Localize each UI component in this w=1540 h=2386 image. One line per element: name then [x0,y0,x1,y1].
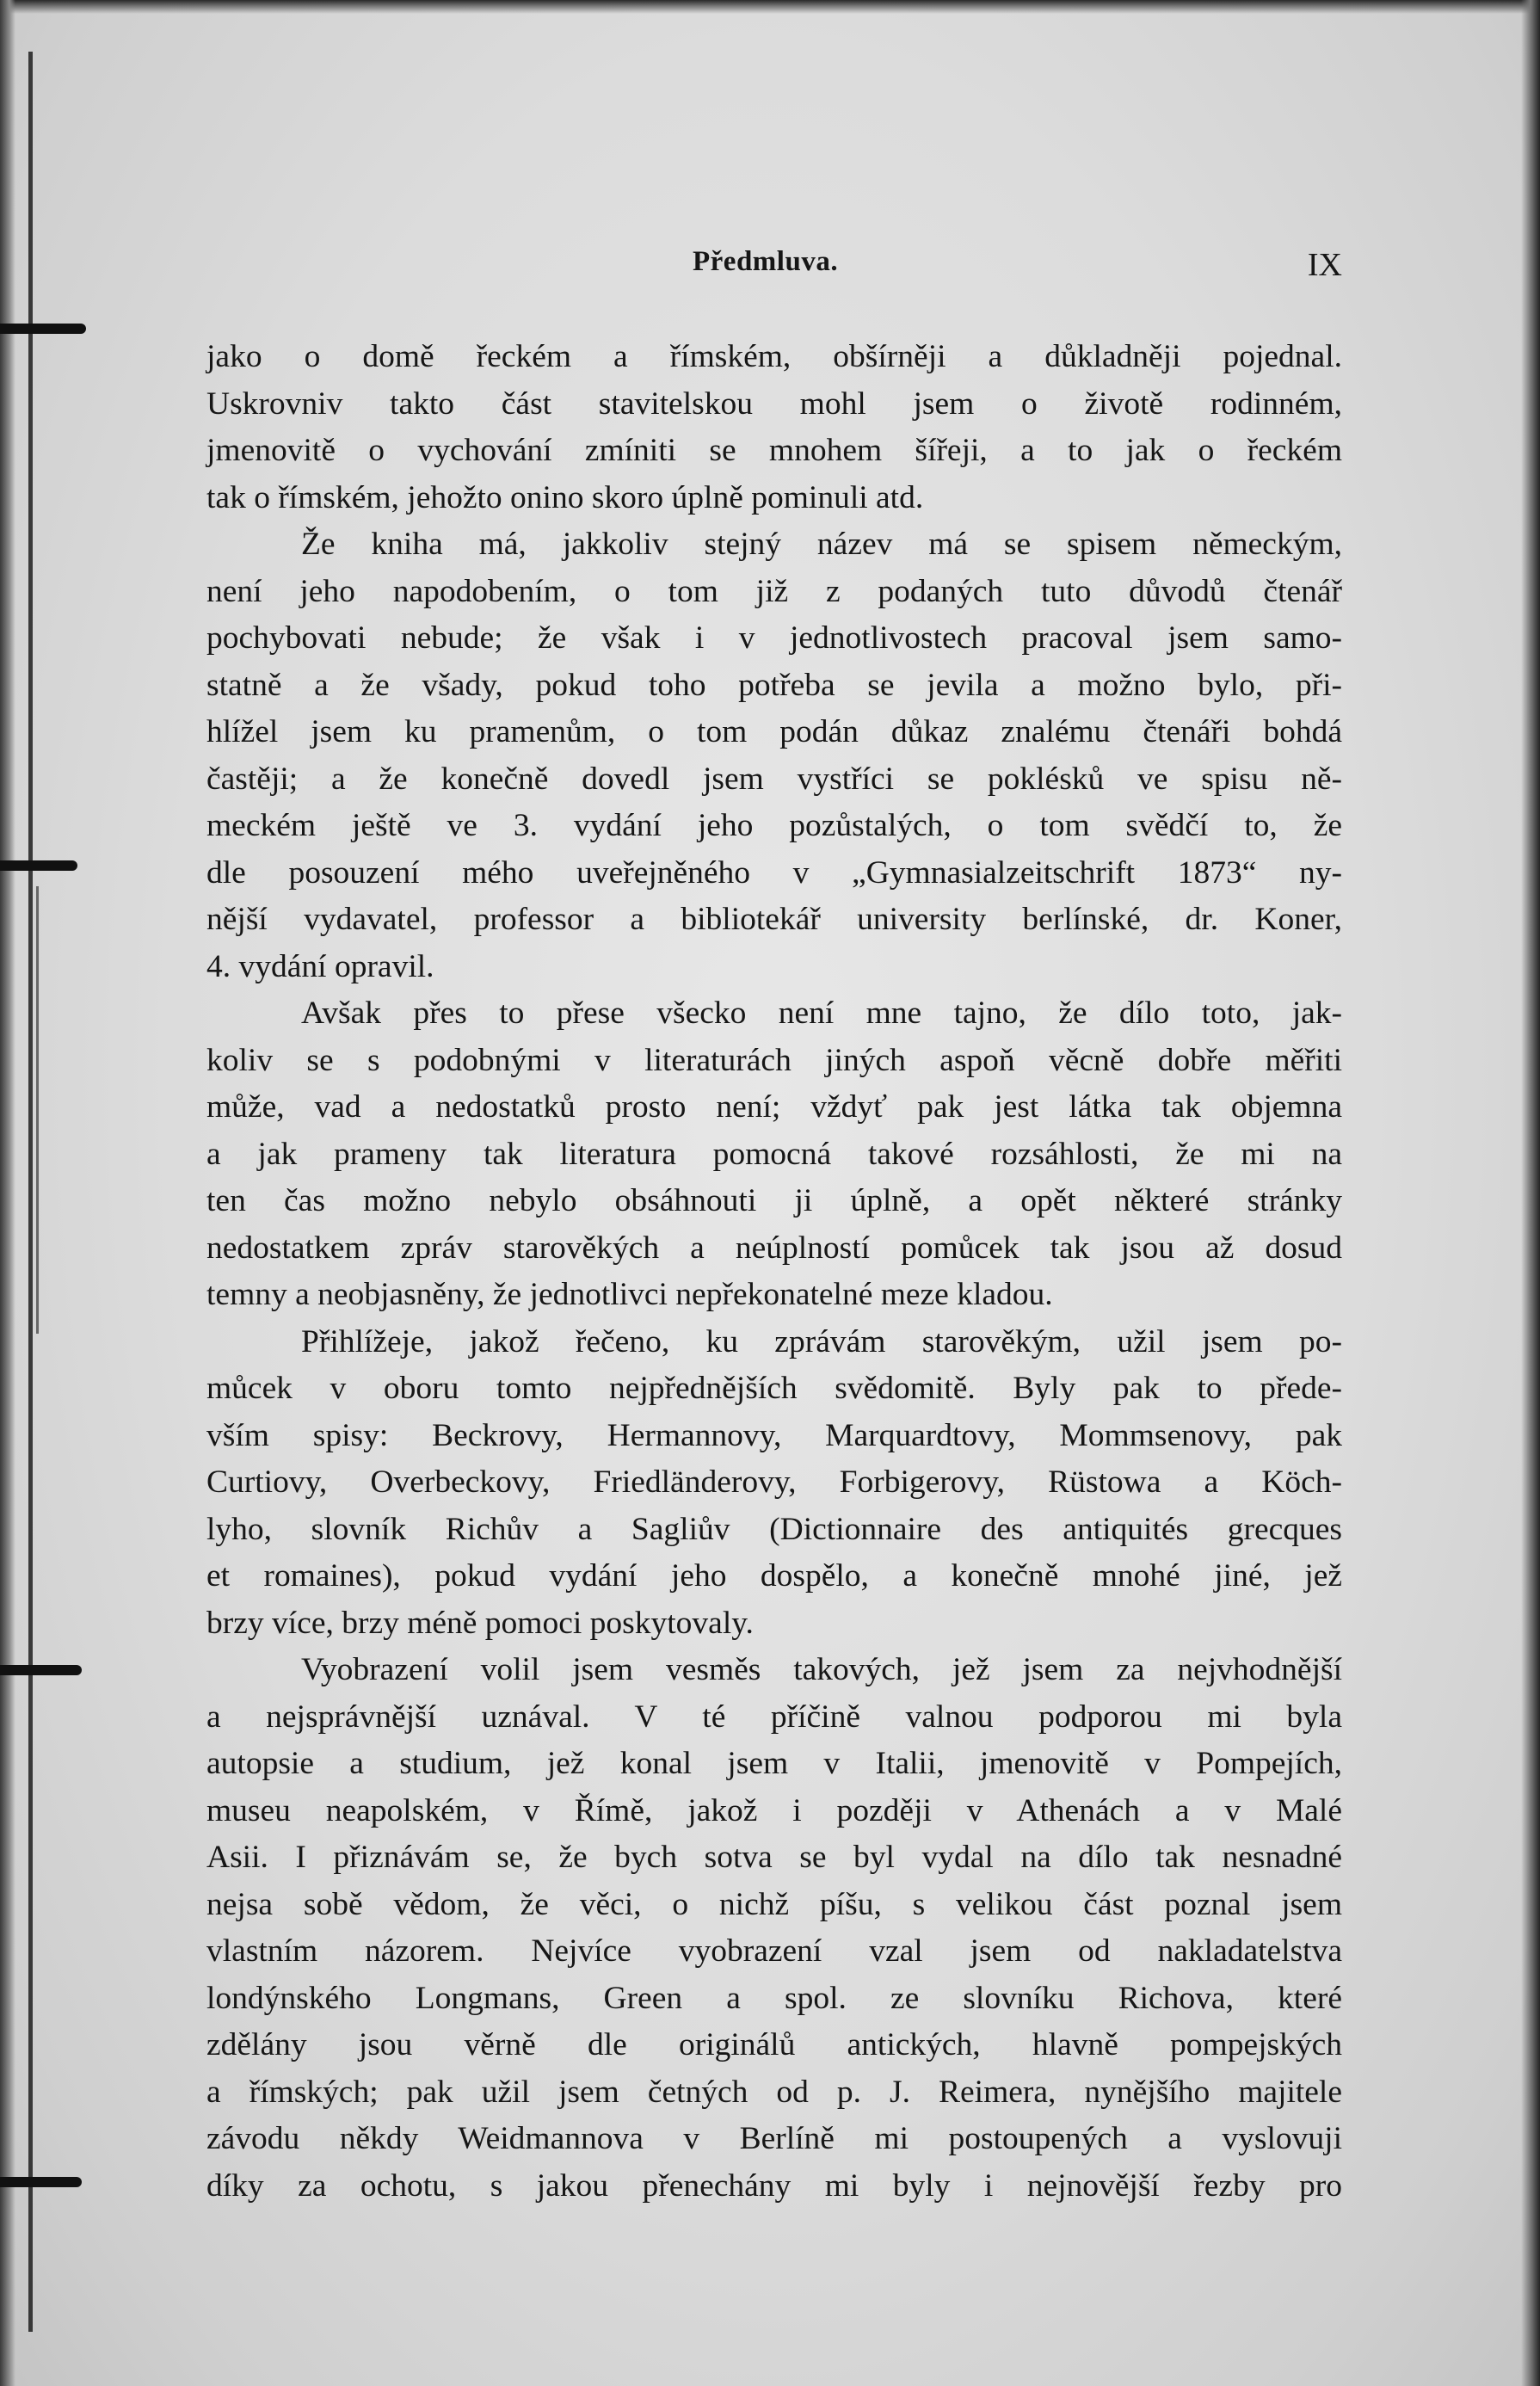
text-line: vším spisy: Beckrovy, Hermannovy, Marquardtovy, Mommsenovy, pak [206,1417,1342,1453]
page-left-shadow [0,0,15,2386]
text-line: Avšak přes to přese všecko není mne tajno, že dílo toto, jak- [301,996,1342,1031]
text-line: závodu někdy Weidmannova v Berlíně mi postoupených a vyslovuji [206,2121,1342,2156]
text-line: vlastním názorem. Nejvíce vyobrazení vzal jsem od nakladatelstva [206,1933,1342,1969]
text-line: statně a že všady, pokud toho potřeba se jevila a možno bylo, při- [206,667,1342,703]
text-line: může, vad a nedostatků prosto není; vždyť pak jest látka tak objemna [206,1089,1342,1125]
text-line: hlížel jsem ku pramenům, o tom podán důkaz znalému čtenáři bohdá [206,714,1342,749]
text-line: zdělány jsou věrně dle originálů antických, hlavně pompejských [206,2027,1342,2062]
text-line: a římských; pak užil jsem četných od p. J. Reimera, nynějšího majitele [206,2074,1342,2110]
text-line: lyho, slovník Richův a Sagliův (Dictionnaire des antiquités grecques [206,1511,1342,1547]
binding-thread-line-secondary [36,886,39,1334]
page-top-shadow [0,0,1540,14]
text-line: ten čas možno nebylo obsáhnouti ji úplně, a opět některé stránky [206,1183,1342,1218]
binding-tab-mark [0,2177,82,2187]
text-line: Curtiovy, Overbeckovy, Friedländerovy, Forbigerovy, Rüstowa a Köch- [206,1464,1342,1500]
text-line: pochybovati nebude; že však i v jednotlivostech pracoval jsem samo- [206,620,1342,656]
page-header [206,246,1342,287]
page-right-shadow [1521,0,1540,2386]
text-line: Asii. I přiznávám se, že bych sotva se byl vydal na dílo tak nesnadné [206,1840,1342,1875]
text-line: et romaines), pokud vydání jeho dospělo, a konečně mnohé jiné, jež [206,1558,1342,1594]
binding-tab-mark [0,324,86,334]
text-line: museu neapolském, v Římě, jakož i později v Athenách a v Malé [206,1792,1342,1828]
text-line: 4. vydání opravil. [206,948,434,984]
text-line: Uskrovniv takto část stavitelskou mohl jsem o životě rodinném, [206,385,1342,422]
binding-thread-line [28,52,33,2332]
text-line: můcek v oboru tomto nejpřednějších svědomitě. Byly pak to přede- [206,1371,1342,1406]
text-line: Vyobrazení volil jsem vesměs takových, jež jsem za nejvhodnější [301,1652,1342,1687]
text-line: tak o římském, jehožto onino skoro úplně pominuli atd. [206,479,924,515]
text-line: není jeho napodobením, o tom již z podaných tuto důvodů čtenář [206,573,1342,609]
text-line: jmenovitě o vychování zmíniti se mnohem šířeji, a to jak o řeckém [206,433,1342,468]
body-text [206,334,1342,2210]
text-line: temny a neobjasněny, že jednotlivci nepřekonatelné meze kladou. [206,1277,1053,1312]
text-line: nější vydavatel, professor a bibliotekář university berlínské, dr. Koner, [206,902,1342,937]
text-line: Že kniha má, jakkoliv stejný název má se spisem německým, [301,527,1342,562]
text-line: nejsa sobě vědom, že věci, o nichž píšu, s velikou část poznal jsem [206,1886,1342,1922]
text-line: dle posouzení mého uveřejněného v „Gymnasialzeitschrift 1873“ ny- [206,854,1342,891]
binding-tab-mark [0,1665,82,1675]
text-line: Přihlížeje, jakož řečeno, ku zprávám starověkým, užil jsem po- [301,1323,1342,1359]
text-line: jako o domě řeckém a římském, obšírněji a důkladněji pojednal. [206,339,1342,374]
text-line: brzy více, brzy méně pomoci poskytovaly. [206,1605,754,1641]
binding-tab-mark [0,860,77,871]
text-line: autopsie a studium, jež konal jsem v Italii, jmenovitě v Pompejích, [206,1746,1342,1781]
text-line: díky za ochotu, s jakou přenechány mi byly i nejnovější řezby pro [206,2167,1342,2204]
text-line: a nejsprávnější uznával. V té příčině valnou podporou mi byla [206,1699,1342,1735]
page-number: IX [1307,247,1342,283]
text-line: nedostatkem zpráv starověkých a neúplností pomůcek tak jsou až dosud [206,1230,1342,1266]
text-line: koliv se s podobnými v literaturách jiných aspoň věcně dobře měřiti [206,1042,1342,1078]
text-line: častěji; a že konečně dovedl jsem vystříci se poklésků ve spisu ně- [206,761,1342,797]
text-line: meckém ještě ve 3. vydání jeho pozůstalých, o tom svědčí to, že [206,808,1342,843]
text-line: londýnského Longmans, Green a spol. ze slovníku Richova, které [206,1980,1342,2016]
running-title: Předmluva. [693,246,839,277]
text-line: a jak prameny tak literatura pomocná takové rozsáhlosti, že mi na [206,1136,1342,1172]
